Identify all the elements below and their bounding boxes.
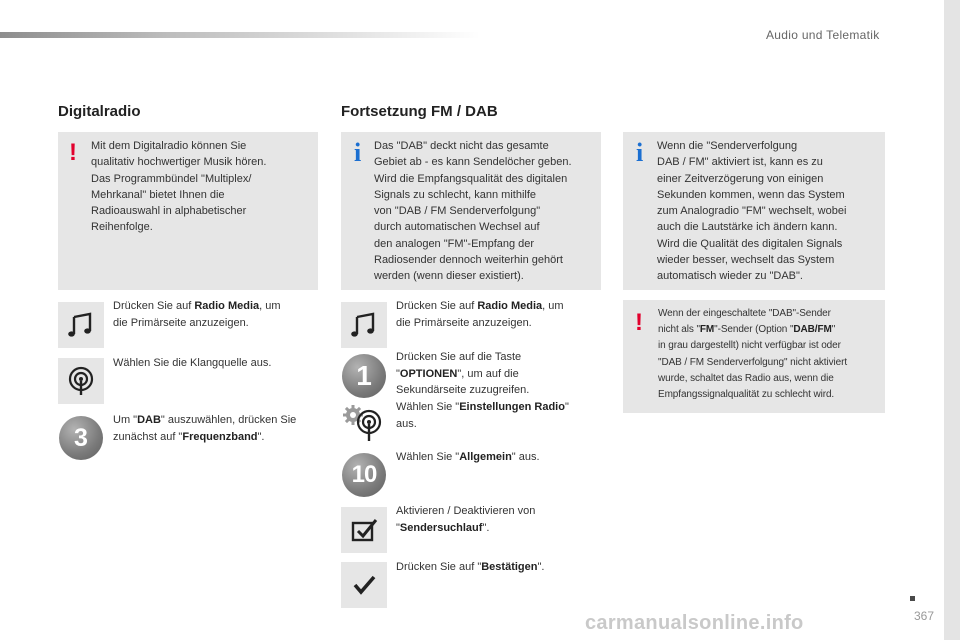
text-line xyxy=(113,429,323,446)
text-line: Sekundärseite zuzugreifen. xyxy=(396,384,530,396)
text-line: von "DAB / FM Senderverfolgung" xyxy=(374,205,541,218)
text-line: Mit dem Digitalradio können Sie xyxy=(91,140,247,152)
text-line: Sekunden kommen, wenn das System xyxy=(657,188,845,201)
text-line: Wenn der eingeschaltete "DAB"-Sender xyxy=(658,308,831,319)
text-span: , um xyxy=(542,300,564,312)
text-span: ". xyxy=(482,521,490,534)
text-line: einer Zeitverzögerung von einigen xyxy=(657,172,824,185)
text-bold: OPTIONEN xyxy=(399,367,458,380)
text-line: Wird die Empfangsqualität des digitalen xyxy=(374,172,568,185)
step-text xyxy=(396,349,601,399)
text-line: in grau dargestellt) nicht verfügbar ist oder xyxy=(658,340,841,352)
text-span: nicht als " xyxy=(658,324,700,336)
text-span: "-Sender (Option " xyxy=(714,324,794,336)
step-text xyxy=(396,399,601,432)
text-line xyxy=(396,399,601,416)
text-span: Drücken Sie auf xyxy=(113,300,195,312)
text-line xyxy=(396,366,601,383)
text-span: ". xyxy=(537,561,545,573)
text-span: Drücken Sie auf " xyxy=(396,561,482,573)
text-span: " xyxy=(396,367,400,380)
text-line: "DAB / FM Senderverfolgung" nicht aktiviert xyxy=(658,356,847,368)
text-bold: FM xyxy=(699,324,715,336)
text-line: werden (wenn dieser existiert). xyxy=(374,270,524,283)
text-line: Reihenfolge. xyxy=(91,221,153,234)
text-line: Das "DAB" deckt nicht das gesamte xyxy=(374,140,549,152)
text-line: zum Analogradio "FM" wechselt, wobei xyxy=(657,205,847,218)
warning-icon: ! xyxy=(69,139,77,166)
text-line: wieder besser, wechselt das System xyxy=(657,254,835,267)
text-span: " aus. xyxy=(511,451,540,463)
text-line: die Primärseite anzuzeigen. xyxy=(396,316,532,329)
step-text xyxy=(396,449,601,466)
text-span: " auszuwählen, drücken Sie xyxy=(160,414,297,426)
text-line xyxy=(113,298,318,315)
step-text xyxy=(396,298,601,331)
text-bold: Radio Media xyxy=(194,300,260,312)
text-span: zunächst auf " xyxy=(113,430,183,443)
text-span: Drücken Sie auf xyxy=(396,300,478,312)
music-note-icon xyxy=(58,302,104,348)
text-bold: Sendersuchlauf xyxy=(399,521,483,534)
text-line xyxy=(396,559,601,576)
text-line: Das Programmbündel "Multiplex/ xyxy=(91,172,252,185)
text-line: Gebiet ab - es kann Sendelöcher geben. xyxy=(374,156,572,169)
chapter-title: Audio und Telematik xyxy=(766,28,880,42)
text-span: Um " xyxy=(113,414,138,426)
page-number: 367 xyxy=(914,609,935,623)
step-number-badge: 10 xyxy=(342,453,386,497)
info-icon: i xyxy=(354,138,362,167)
text-span: ", um auf die xyxy=(457,367,519,380)
text-bold: Frequenzband xyxy=(182,430,258,443)
text-bold: DAB xyxy=(137,414,161,426)
text-line: auch die Lautstärke ich ändern kann. xyxy=(657,221,838,234)
text-span: " xyxy=(564,401,569,413)
warning-box-fm-unavailable xyxy=(623,300,885,413)
text-line: wurde, schaltet das Radio aus, wenn die xyxy=(658,372,834,384)
watermark: carmanualsonline.info xyxy=(585,612,804,634)
text-span: " xyxy=(396,521,400,534)
info-box-senderverfolgung xyxy=(623,132,885,290)
text-bold: Bestätigen xyxy=(481,561,538,573)
text-line xyxy=(396,449,601,466)
page-dot-marker xyxy=(910,596,915,601)
step-number-badge: 3 xyxy=(59,416,103,460)
text-line: die Primärseite anzuzeigen. xyxy=(113,316,249,329)
text-line: Wird die Qualität des digitalen Signals xyxy=(657,237,843,250)
text-line: aus. xyxy=(396,417,417,430)
warning-icon: ! xyxy=(635,309,643,336)
text-line: automatisch wieder zu "DAB". xyxy=(657,270,803,283)
text-bold: DAB/FM xyxy=(793,324,832,336)
info-text xyxy=(374,138,599,285)
info-icon: i xyxy=(636,138,644,167)
text-line: Wenn die "Senderverfolgung xyxy=(657,140,798,152)
text-line: Mehrkanal" bietet Ihnen die xyxy=(91,188,225,201)
checkbox-icon xyxy=(341,507,387,553)
section-heading-digitalradio: Digitalradio xyxy=(58,103,141,120)
step-text xyxy=(113,355,318,372)
radio-source-icon xyxy=(58,358,104,404)
header-gradient-bar xyxy=(0,32,480,38)
step-text xyxy=(113,298,318,331)
text-line: Radioauswahl in alphabetischer xyxy=(91,205,247,218)
text-span: , um xyxy=(259,300,281,312)
text-bold: Radio Media xyxy=(477,300,543,312)
text-span: ". xyxy=(257,430,265,443)
text-line: Empfangssignalqualität zu schlecht wird. xyxy=(658,389,835,401)
text-line: Radiosender dennoch weiterhin gehört xyxy=(374,254,563,267)
text-line: qualitativ hochwertiger Musik hören. xyxy=(91,156,267,169)
warning-box-digitalradio xyxy=(58,132,318,290)
text-span: " xyxy=(831,324,836,336)
text-bold: Einstellungen Radio xyxy=(459,401,565,413)
text-span: Wählen Sie " xyxy=(396,451,460,463)
warning-text xyxy=(658,306,883,403)
text-line xyxy=(396,298,601,315)
step-text xyxy=(396,559,601,576)
music-note-icon xyxy=(341,302,387,348)
text-line xyxy=(113,412,323,429)
text-line: Aktivieren / Deaktivieren von xyxy=(396,505,536,517)
info-box-dab xyxy=(341,132,601,290)
text-span: Wählen Sie " xyxy=(396,401,460,413)
text-line: den analogen "FM"-Empfang der xyxy=(374,237,535,250)
info-text xyxy=(657,138,883,285)
warning-text xyxy=(91,138,313,236)
check-icon xyxy=(341,562,387,608)
page-side-strip xyxy=(944,0,960,640)
text-line: Wählen Sie die Klangquelle aus. xyxy=(113,357,272,369)
text-line: Drücken Sie auf die Taste xyxy=(396,351,522,363)
text-bold: Allgemein xyxy=(459,451,512,463)
text-line: DAB / FM" aktiviert ist, kann es zu xyxy=(657,156,823,169)
text-line xyxy=(396,520,601,537)
section-heading-fm-dab: Fortsetzung FM / DAB xyxy=(341,103,498,120)
step-text xyxy=(396,503,601,536)
step-number-badge: 1 xyxy=(342,354,386,398)
text-line: durch automatischen Wechsel auf xyxy=(374,221,540,234)
text-line: Signals zu schlecht, kann mithilfe xyxy=(374,188,537,201)
settings-radio-icon xyxy=(342,404,386,442)
text-line xyxy=(658,322,883,338)
step-text xyxy=(113,412,323,445)
